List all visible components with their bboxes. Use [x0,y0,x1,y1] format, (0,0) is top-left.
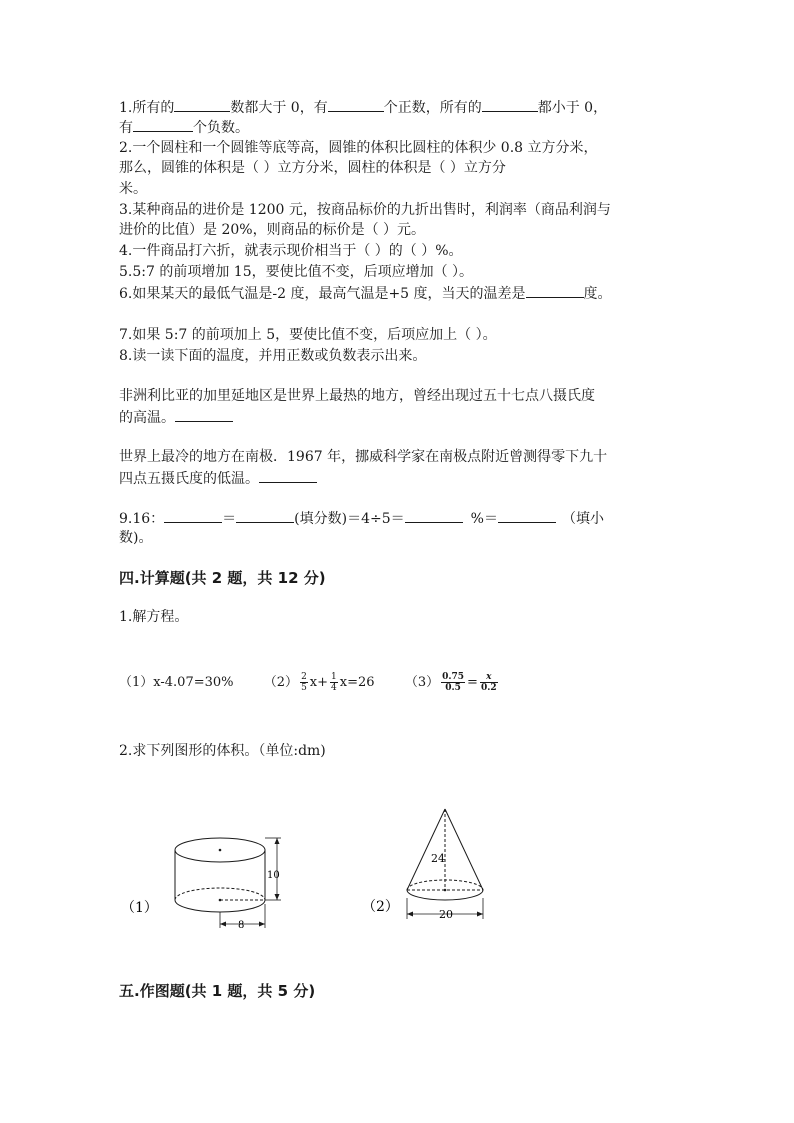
q9-blank-4[interactable] [498,508,556,523]
q1-text-d: 都小于 0， [537,100,608,116]
q9-text-e: （填小 [561,511,604,527]
question-8: 8.读一读下面的温度，并用正数或负数表示出来。 [119,348,427,364]
question-7: 7.如果 5:7 的前项加上 5，要使比值不变，后项应加上（ ）。 [119,327,497,343]
question-2-line2: 那么，圆锥的体积是（ ）立方分米，圆柱的体积是（ ）立方分 [119,160,506,176]
section-4-title: 四.计算题(共 2 题，共 12 分) [119,569,326,587]
eq3-equals: = [467,675,478,690]
eq3-fraction-2 [480,672,498,693]
equations-row [119,672,500,693]
cone-height-label: 24 [431,852,445,865]
cone-right-side [445,809,483,890]
height-arrow-bottom [275,894,280,900]
cylinder-radius-label: 8 [238,920,245,931]
q9-blank-2[interactable] [236,508,294,523]
q9-blank-3[interactable] [405,508,463,523]
q8-blank-2[interactable] [259,468,317,483]
section-4-q2-title: 2.求下列图形的体积。（单位:dm) [119,743,326,759]
question-8-para2-line1: 世界上最冷的地方在南极．1967 年，挪威科学家在南极点附近曾测得零下九十 [119,449,608,465]
question-2-line3: 米。 [119,181,147,197]
cone-base-center [444,889,447,892]
eq2-frac1-numerator: 2 [301,672,307,682]
cylinder-top-center [219,849,222,852]
question-8-para2-line2 [119,468,317,489]
q9-text-c: (填分数)＝4÷5＝ [294,511,405,527]
question-8-para1-line1: 非洲利比亚的加里延地区是世界上最热的地方，曾经出现过五十七点八摄氏度 [119,388,595,404]
q1-text-a: 1.所有的 [119,100,175,116]
cone-base-front [407,890,483,900]
q1-blank-3[interactable] [482,97,538,112]
eq3-prefix: （3） [404,675,440,690]
q6-blank[interactable] [526,283,584,298]
eq3-frac2-denominator: 0.2 [480,683,497,693]
q9-text-a: 9.16： [119,511,165,527]
eq2-frac1-denominator: 5 [301,683,307,693]
question-3-line2: 进价的比值）是 20%，则商品的标价是（ ）元。 [119,222,426,238]
eq3-fraction-1 [441,672,465,693]
q1-text-e: 有 [119,120,133,136]
diameter-arrow-left [407,912,413,917]
cone-diameter-label: 20 [439,908,453,921]
q6-text-a: 6.如果某天的最低气温是-2 度，最高气温是+5 度，当天的温差是 [119,286,526,302]
q6-text-b: 度。 [583,286,612,302]
q9-blank-1[interactable] [164,508,222,523]
q8-para2-text: 四点五摄氏度的低温。 [119,471,259,487]
cylinder-height-label: 10 [267,870,280,881]
cylinder-bottom-center [219,899,222,902]
q1-blank-1[interactable] [174,97,230,112]
eq2-suffix: x=26 [339,675,375,690]
question-3-line1: 3.某种商品的进价是 1200 元，按商品标价的九折出售时，利润率（商品利润与 [119,202,611,218]
question-1-line2 [119,117,249,138]
q8-blank-1[interactable] [175,407,233,422]
diameter-arrow-right [477,912,483,917]
question-6 [119,283,612,304]
section-5-title: 五.作图题(共 1 题，共 5 分) [119,982,316,1000]
question-4: 4.一件商品打六折，就表示现价相当于（ ）的（ ）%。 [119,243,463,259]
eq2-fraction-2 [330,672,338,693]
cylinder-figure [119,820,299,935]
eq3-frac1-denominator: 0.5 [445,683,461,693]
equation-2 [263,672,379,693]
height-arrow-top [275,838,280,844]
cone-left-side [407,809,445,890]
radius-arrow-left [220,922,226,927]
eq2-frac2-denominator: 4 [331,683,337,693]
q9-text-d: %＝ [470,511,498,527]
q1-text-f: 个负数。 [193,120,249,136]
eq2-middle: x+ [309,675,329,690]
section-4-q1-title: 1.解方程。 [119,609,189,625]
question-9-line1 [119,508,604,529]
q1-text-c: 个正数，所有的 [383,100,482,116]
eq3-frac1-numerator: 0.75 [442,672,465,682]
eq2-fraction-1 [300,672,308,693]
question-2-line1: 2.一个圆柱和一个圆锥等底等高，圆锥的体积比圆柱的体积少 0.8 立方分米， [119,140,598,156]
question-8-para1-line2 [119,407,233,428]
eq2-prefix: （2） [263,675,299,690]
q1-text-b: 数都大于 0，有 [230,100,328,116]
question-1-line1 [119,97,607,118]
q1-blank-2[interactable] [328,97,384,112]
q1-blank-4[interactable] [133,117,193,132]
equation-1: （1）x-4.07=30% [119,675,234,690]
q8-para1-text: 的高温。 [119,410,175,426]
question-9-line2: 数)。 [119,530,153,546]
q9-text-b: ＝ [222,511,237,527]
radius-arrow-right [259,922,265,927]
equation-3 [404,672,500,693]
eq3-frac2-numerator: x [480,672,498,683]
cylinder-bottom-back [175,888,265,900]
question-5: 5.5:7 的前项增加 15，要使比值不变，后项应增加（ ）。 [119,264,474,280]
cone-figure [360,803,500,928]
cylinder-bottom-front [175,900,265,912]
cylinder-label: （1） [121,900,158,916]
eq2-frac2-numerator: 1 [331,672,337,682]
cone-label: （2） [362,899,399,915]
